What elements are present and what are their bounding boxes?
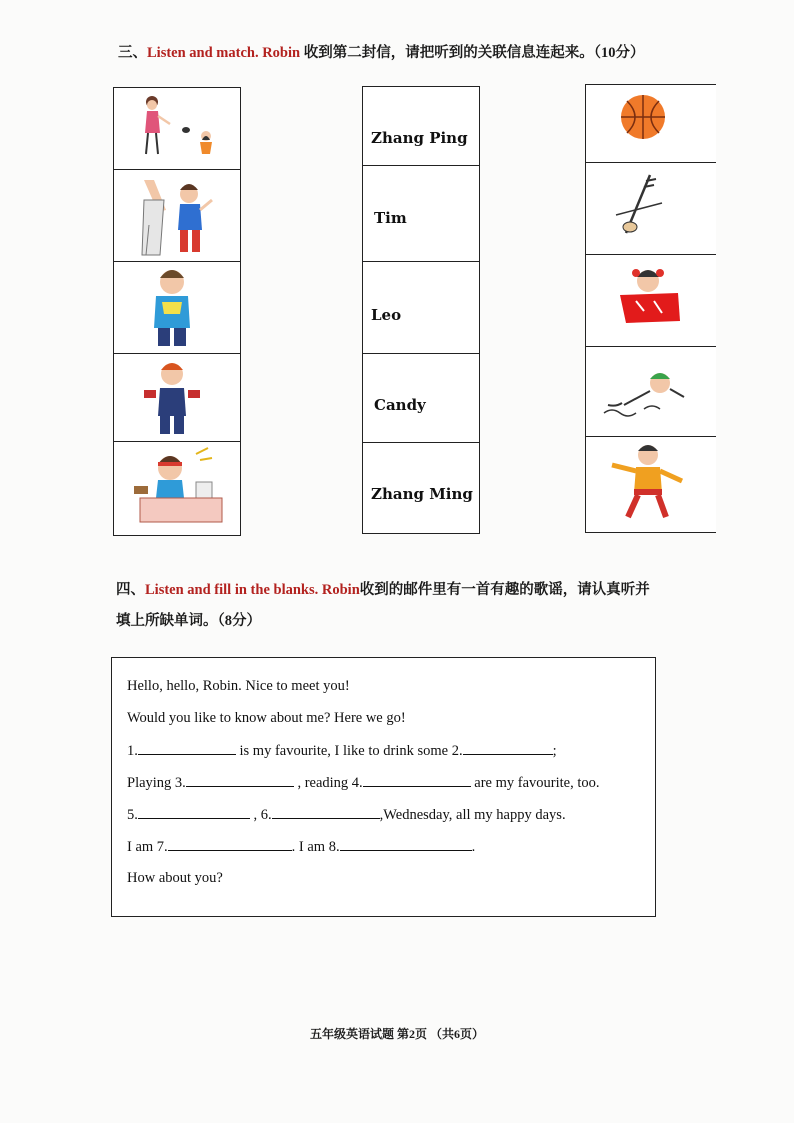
name-cell-4[interactable] (363, 354, 479, 443)
picture-cell-4[interactable] (114, 354, 240, 442)
name-cell-3[interactable] (363, 262, 479, 354)
name-cell-5[interactable] (363, 443, 479, 533)
blank-1[interactable] (138, 742, 236, 755)
activity-cell-1[interactable] (586, 85, 716, 163)
left-picture-column (113, 87, 241, 536)
kung-fu-boy-icon (586, 437, 716, 532)
section-4-title-line-2: 填上所缺单词。（8分） (116, 613, 261, 629)
name-cell-1[interactable] (363, 87, 479, 166)
page-footer: 五年级英语试题 第2页 （共6页） (309, 1027, 484, 1041)
blank-4[interactable] (363, 774, 471, 787)
mother-and-child-picture (114, 88, 240, 170)
name-zhang-ping: Zhang Ping (371, 129, 468, 147)
names-column (362, 86, 480, 534)
right-picture-column (585, 84, 716, 533)
picture-cell-5[interactable] (114, 442, 240, 535)
song-line-5: 5. , 6. ,Wednesday, all my happy days. (127, 807, 566, 823)
picture-cell-1[interactable] (114, 88, 240, 170)
blank-8[interactable] (340, 838, 472, 851)
blank-5[interactable] (138, 806, 250, 819)
blank-2[interactable] (463, 742, 553, 755)
picture-cell-2[interactable] (114, 170, 240, 262)
activity-cell-4[interactable] (586, 347, 716, 437)
name-zhang-ming: Zhang Ming (371, 485, 473, 503)
child-and-adult-picture (114, 170, 240, 262)
erhu-icon (586, 163, 716, 255)
blank-7[interactable] (168, 838, 292, 851)
song-fill-in-box (111, 657, 656, 917)
activity-cell-2[interactable] (586, 163, 716, 255)
activity-cell-5[interactable] (586, 437, 716, 532)
activity-cell-3[interactable] (586, 255, 716, 347)
name-candy: Candy (374, 396, 426, 414)
picture-cell-3[interactable] (114, 262, 240, 354)
boy-with-hands-picture (114, 262, 240, 354)
song-line-7: How about you? (127, 870, 223, 886)
basketball-icon (586, 85, 716, 163)
section-4-title: 四、Listen and fill in the blanks. Robin收到的邮件里有一首有趣的歌谣，请认真听并 (116, 582, 650, 598)
song-line-6: I am 7. . I am 8. . (127, 839, 476, 855)
name-cell-2[interactable] (363, 166, 479, 262)
name-leo: Leo (371, 306, 402, 324)
song-line-1: Hello, hello, Robin. Nice to meet you! (127, 678, 350, 694)
boy-with-dumbbells-picture (114, 354, 240, 442)
girl-at-desk-picture (114, 442, 240, 535)
song-line-4: Playing 3. , reading 4. are my favourite, too. (127, 775, 600, 791)
song-line-3: 1. is my favourite, I like to drink some 2. ; (127, 743, 557, 759)
section-3-title: 三、Listen and match. Robin 收到第二封信，请把听到的关联信息连起来。（10分） (118, 45, 645, 61)
blank-3[interactable] (186, 774, 294, 787)
name-tim: Tim (374, 209, 407, 227)
song-line-2: Would you like to know about me? Here we go! (127, 710, 406, 726)
girl-with-paper-cut-icon (586, 255, 716, 347)
blank-6[interactable] (272, 806, 380, 819)
swimmer-icon (586, 347, 716, 437)
